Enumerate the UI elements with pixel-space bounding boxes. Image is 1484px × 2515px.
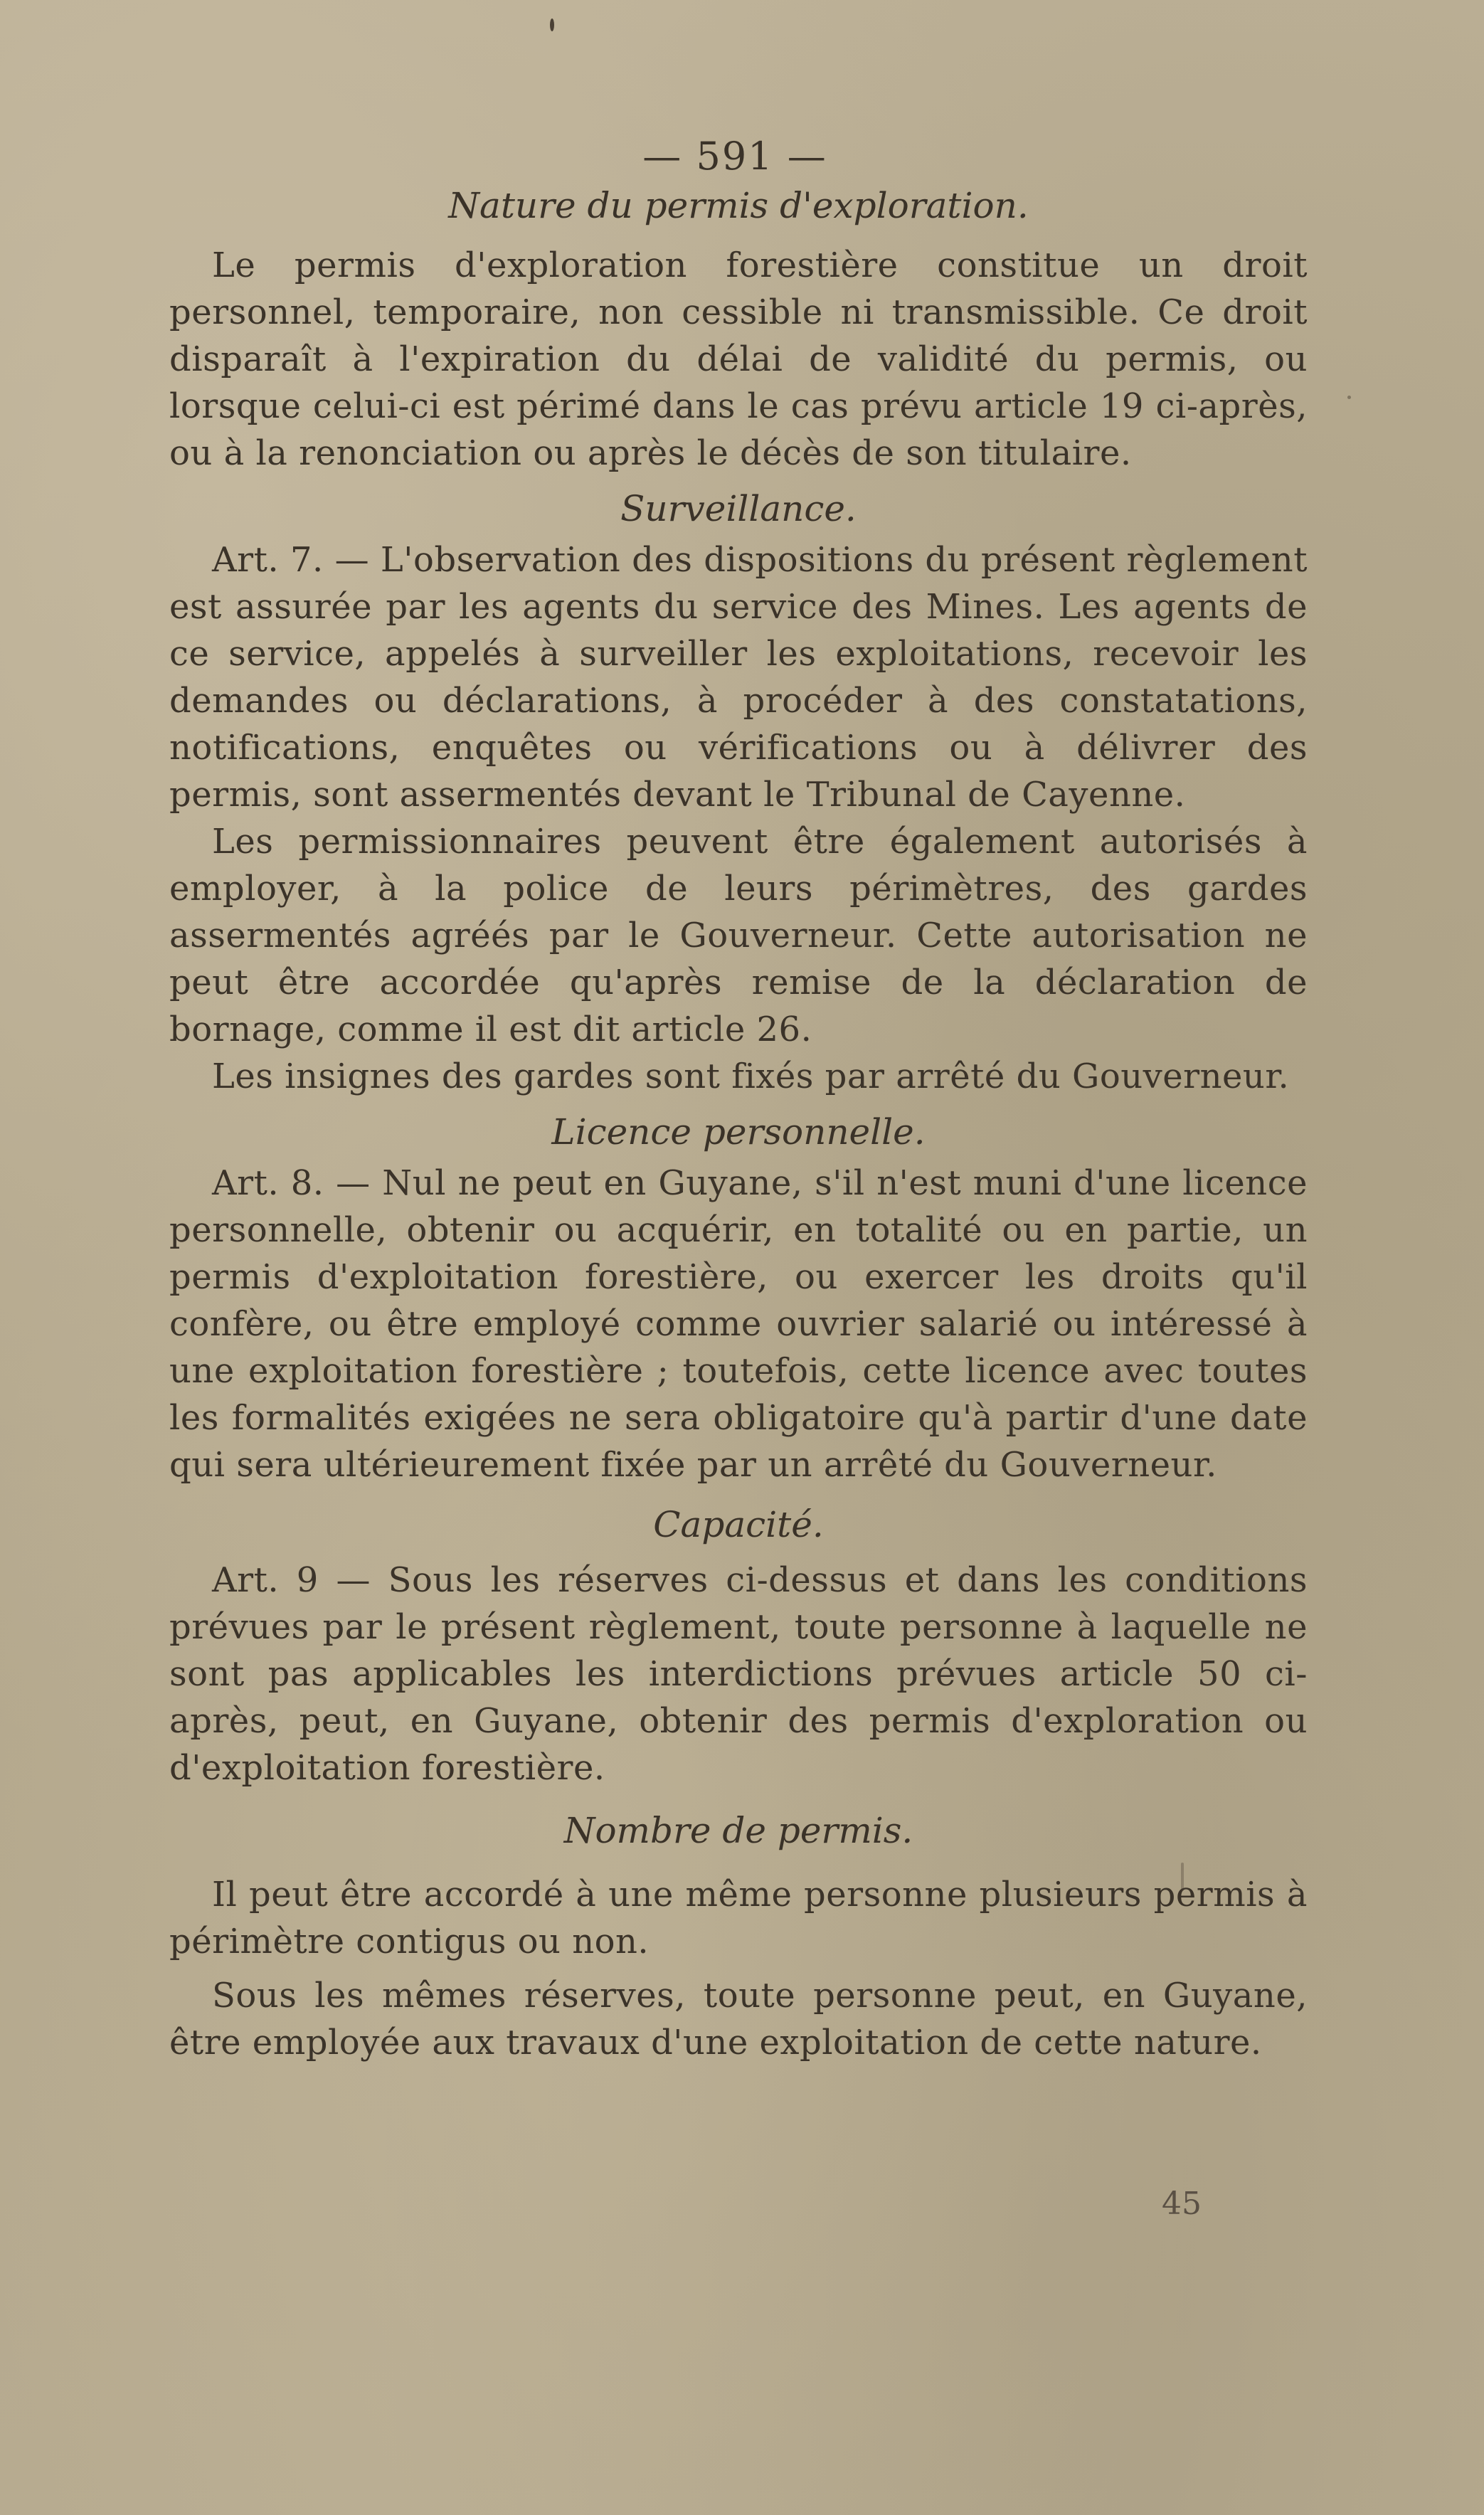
section-heading: Nature du permis d'exploration. xyxy=(448,185,1029,226)
paper-speck xyxy=(1347,396,1351,399)
page-number: — 591 — xyxy=(642,134,827,179)
page-body xyxy=(169,135,1308,2066)
paragraph: Les permissionnaires peuvent être également autorisés à employer, à la police de leurs périmètres, des gardes assermentés agréés par le Gouverneur. Cette autorisation ne peut être accordée qu'après remise de la déclaration de bornage, comme il est dit article 26. xyxy=(169,822,1308,1049)
paragraph: Art. 8. — Nul ne peut en Guyane, s'il n'est muni d'une licence personnelle, obtenir ou acquérir, en totalité ou en partie, un permis d'exploitation forestière, ou exercer les droits qu'il confère, ou être employé comme ouvrier salarié ou intéressé à une exploitation forestière ; toutefois, cette licence avec toutes les formalités exigées ne sera obligatoire qu'à partir d'une date qui sera ultérieurement fixée par un arrêté du Gouverneur. xyxy=(169,1163,1308,1485)
paper-speck xyxy=(1181,1863,1184,1891)
paragraph: Il peut être accordé à une même personne plusieurs permis à périmètre contigus ou non. xyxy=(169,1875,1308,1961)
paragraph: Les insignes des gardes sont fixés par arrêté du Gouverneur. xyxy=(212,1057,1290,1096)
section-heading: Licence personnelle. xyxy=(551,1111,926,1153)
paragraph: Le permis d'exploration forestière constitue un droit personnel, temporaire, non cessible ni transmissible. Ce droit disparaît à l'expiration du délai de validité du permis, ou lorsque celui-ci est périmé dans le cas prévu article 19 ci-après, ou à la renonciation ou après le décès de son titulaire. xyxy=(169,245,1308,473)
section-heading: Surveillance. xyxy=(620,488,857,529)
paragraph: Art. 7. — L'observation des dispositions du présent règlement est assurée par les agents du service des Mines. Les agents de ce service, appelés à surveiller les exploitations, recevoir les demandes ou déclarations, à procéder à des constatations, notifications, enquêtes ou vérifications ou à délivrer des permis, sont assermentés devant le Tribunal de Cayenne. xyxy=(169,540,1308,815)
paragraph: Art. 9 — Sous les réserves ci-dessus et dans les conditions prévues par le présent règlement, toute personne à laquelle ne sont pas applicables les interdictions prévues article 50 ci-après, peut, en Guyane, obtenir des permis d'exploration ou d'exploitation forestière. xyxy=(169,1560,1308,1788)
section-heading: Nombre de permis. xyxy=(563,1810,913,1851)
paper-speck xyxy=(550,18,554,31)
paragraph: Sous les mêmes réserves, toute personne peut, en Guyane, être employée aux travaux d'une exploitation de cette nature. xyxy=(169,1976,1308,2063)
section-heading: Capacité. xyxy=(653,1504,824,1545)
signature-mark: 45 xyxy=(1162,2186,1202,2222)
